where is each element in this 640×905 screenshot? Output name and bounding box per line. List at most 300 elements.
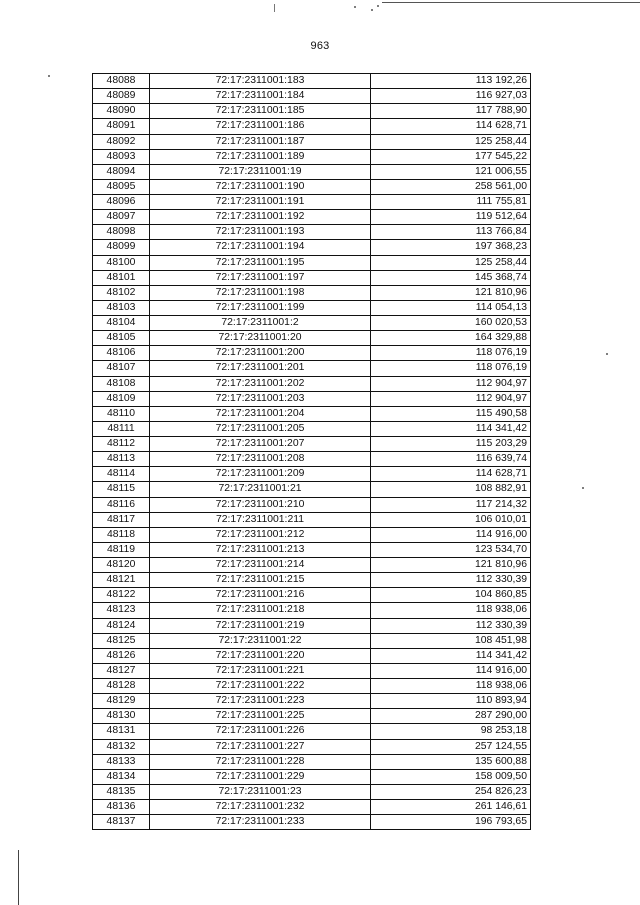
cadastral-number-cell-text: 72:17:2311001:198 — [215, 286, 305, 298]
table-row — [93, 482, 531, 497]
table-row — [93, 89, 531, 104]
cadastral-number-cell-text: 72:17:2311001:213 — [215, 543, 305, 555]
cadastral-value-cell — [371, 724, 531, 739]
row-number-cell-text: 48113 — [106, 453, 136, 465]
cadastral-number-cell-text: 72:17:2311001:216 — [215, 589, 305, 601]
cadastral-number-cell — [150, 527, 371, 542]
cadastral-value-cell-text: 121 810,96 — [474, 286, 527, 298]
cadastral-value-cell-text: 114 628,71 — [475, 120, 527, 132]
cadastral-number-cell — [150, 709, 371, 724]
cadastral-value-cell-text: 112 330,39 — [475, 619, 527, 631]
row-number-cell-text: 48111 — [107, 422, 135, 434]
table-row — [93, 724, 531, 739]
cadastral-number-cell — [150, 724, 371, 739]
cadastral-number-cell — [150, 784, 371, 799]
row-number-cell-text: 48104 — [106, 317, 136, 329]
row-number-cell — [93, 467, 150, 482]
row-number-cell — [93, 663, 150, 678]
cadastral-number-cell-text: 72:17:2311001:210 — [215, 498, 305, 510]
row-number-cell — [93, 331, 150, 346]
cadastral-number-cell-text: 72:17:2311001:203 — [215, 392, 305, 404]
cadastral-number-cell-text: 72:17:2311001:214 — [215, 559, 305, 571]
row-number-cell-text: 48133 — [106, 755, 136, 767]
cadastral-number-cell-text: 72:17:2311001:228 — [215, 755, 305, 767]
cadastral-value-cell-text: 98 253,18 — [480, 725, 527, 737]
cadastral-number-cell — [150, 815, 371, 830]
cadastral-value-cell — [371, 240, 531, 255]
row-number-cell — [93, 482, 150, 497]
cadastral-value-cell-text: 108 451,98 — [474, 634, 527, 646]
cadastral-number-cell-text: 72:17:2311001:187 — [215, 135, 305, 147]
row-number-cell — [93, 376, 150, 391]
cadastral-number-cell — [150, 800, 371, 815]
scan-speck — [48, 75, 50, 77]
row-number-cell-text: 48112 — [106, 438, 136, 450]
cadastral-number-cell-text: 72:17:2311001:202 — [215, 377, 305, 389]
cadastral-number-cell-text: 72:17:2311001:20 — [218, 332, 302, 344]
cadastral-number-cell-text: 72:17:2311001:186 — [215, 120, 305, 132]
cadastral-number-cell — [150, 285, 371, 300]
row-number-cell — [93, 149, 150, 164]
cadastral-value-cell — [371, 119, 531, 134]
row-number-cell-text: 48107 — [106, 362, 136, 374]
cadastral-value-cell — [371, 195, 531, 210]
cadastral-value-cell — [371, 694, 531, 709]
cadastral-value-cell — [371, 739, 531, 754]
table-row — [93, 618, 531, 633]
cadastral-value-cell-text: 287 290,00 — [474, 710, 527, 722]
cadastral-number-cell — [150, 437, 371, 452]
table-row — [93, 739, 531, 754]
cadastral-value-cell-text: 114 916,00 — [475, 664, 527, 676]
cadastral-number-cell-text: 72:17:2311001:222 — [215, 680, 305, 692]
row-number-cell-text: 48124 — [106, 619, 136, 631]
cadastral-number-cell-text: 72:17:2311001:201 — [215, 362, 305, 374]
cadastral-number-cell — [150, 648, 371, 663]
row-number-cell-text: 48105 — [106, 332, 136, 344]
table-row — [93, 709, 531, 724]
cadastral-number-cell-text: 72:17:2311001:207 — [215, 438, 305, 450]
cadastral-number-cell-text: 72:17:2311001:221 — [215, 664, 305, 676]
cadastral-value-cell — [371, 679, 531, 694]
row-number-cell — [93, 361, 150, 376]
cadastral-value-cell-text: 261 146,61 — [474, 801, 527, 813]
cadastral-value-cell-text: 257 124,55 — [474, 740, 527, 752]
row-number-cell — [93, 542, 150, 557]
cadastral-number-cell-text: 72:17:2311001:191 — [215, 196, 305, 208]
row-number-cell — [93, 754, 150, 769]
table-row — [93, 406, 531, 421]
cadastral-value-cell — [371, 452, 531, 467]
cadastral-number-cell — [150, 679, 371, 694]
cadastral-value-cell — [371, 391, 531, 406]
row-number-cell-text: 48089 — [106, 90, 136, 102]
scan-mark — [274, 4, 275, 12]
row-number-cell-text: 48100 — [106, 256, 136, 268]
cadastral-value-cell — [371, 255, 531, 270]
cadastral-number-cell-text: 72:17:2311001:232 — [215, 801, 305, 813]
table-row — [93, 376, 531, 391]
top-scan-rule — [382, 2, 640, 3]
cadastral-number-cell-text: 72:17:2311001:190 — [215, 180, 305, 192]
table-row — [93, 588, 531, 603]
table-row — [93, 497, 531, 512]
cadastral-value-cell — [371, 558, 531, 573]
table-row — [93, 300, 531, 315]
cadastral-number-cell — [150, 240, 371, 255]
table-row — [93, 285, 531, 300]
cadastral-value-cell-text: 113 192,26 — [475, 75, 527, 87]
row-number-cell — [93, 391, 150, 406]
row-number-cell — [93, 316, 150, 331]
row-number-cell-text: 48119 — [106, 543, 136, 555]
row-number-cell-text: 48137 — [106, 816, 136, 828]
row-number-cell-text: 48126 — [106, 649, 136, 661]
cadastral-number-cell — [150, 497, 371, 512]
row-number-cell — [93, 815, 150, 830]
cadastral-number-cell — [150, 633, 371, 648]
cadastral-value-cell-text: 114 341,42 — [475, 422, 527, 434]
table-row — [93, 467, 531, 482]
cadastral-number-cell — [150, 255, 371, 270]
cadastral-value-cell-text: 113 766,84 — [475, 226, 527, 238]
row-number-cell — [93, 240, 150, 255]
row-number-cell-text: 48109 — [106, 392, 136, 404]
cadastral-value-cell — [371, 815, 531, 830]
table-row — [93, 633, 531, 648]
row-number-cell — [93, 527, 150, 542]
table-row — [93, 421, 531, 436]
page-number: 963 — [310, 40, 330, 52]
cadastral-value-cell-text: 110 893,94 — [475, 695, 527, 707]
cadastral-number-cell-text: 72:17:2311001:208 — [215, 453, 305, 465]
row-number-cell — [93, 603, 150, 618]
cadastral-number-cell — [150, 663, 371, 678]
cadastral-value-cell-text: 158 009,50 — [474, 770, 527, 782]
cadastral-number-cell-text: 72:17:2311001:197 — [215, 271, 305, 283]
cadastral-value-cell-text: 112 904,97 — [475, 377, 527, 389]
cadastral-number-cell-text: 72:17:2311001:205 — [215, 422, 305, 434]
cadastral-value-cell-text: 145 368,74 — [474, 271, 527, 283]
cadastral-number-cell-text: 72:17:2311001:215 — [215, 574, 305, 586]
cadastral-value-cell-text: 121 810,96 — [474, 559, 527, 571]
cadastral-number-cell — [150, 406, 371, 421]
cadastral-value-cell-text: 118 938,06 — [475, 680, 527, 692]
row-number-cell — [93, 784, 150, 799]
table-row — [93, 149, 531, 164]
cadastral-number-cell — [150, 391, 371, 406]
scan-speck — [377, 5, 379, 7]
scan-speck — [582, 487, 584, 489]
cadastral-number-cell-text: 72:17:2311001:23 — [218, 785, 302, 797]
table-row — [93, 800, 531, 815]
cadastral-number-cell — [150, 694, 371, 709]
row-number-cell — [93, 406, 150, 421]
cadastral-value-cell — [371, 406, 531, 421]
row-number-cell — [93, 119, 150, 134]
cadastral-value-cell — [371, 270, 531, 285]
table-row — [93, 255, 531, 270]
table-row — [93, 558, 531, 573]
row-number-cell — [93, 225, 150, 240]
cadastral-value-cell-text: 116 927,03 — [475, 90, 527, 102]
row-number-cell — [93, 558, 150, 573]
cadastral-number-cell — [150, 179, 371, 194]
cadastral-value-cell — [371, 754, 531, 769]
row-number-cell-text: 48136 — [106, 801, 136, 813]
table-row — [93, 195, 531, 210]
row-number-cell — [93, 195, 150, 210]
cadastral-value-cell — [371, 149, 531, 164]
row-number-cell — [93, 164, 150, 179]
cadastral-value-cell — [371, 225, 531, 240]
cadastral-number-cell-text: 72:17:2311001:219 — [215, 619, 305, 631]
cadastral-number-cell — [150, 482, 371, 497]
cadastral-number-cell — [150, 134, 371, 149]
cadastral-value-cell — [371, 618, 531, 633]
cadastral-number-cell-text: 72:17:2311001:22 — [218, 634, 302, 646]
cadastral-number-cell — [150, 558, 371, 573]
cadastral-number-cell — [150, 573, 371, 588]
cadastral-number-cell — [150, 603, 371, 618]
cadastral-value-cell-text: 114 341,42 — [475, 649, 527, 661]
row-number-cell-text: 48095 — [106, 180, 136, 192]
cadastral-value-cell — [371, 542, 531, 557]
row-number-cell-text: 48088 — [106, 75, 136, 87]
margin-line — [18, 850, 19, 905]
table-row — [93, 179, 531, 194]
row-number-cell — [93, 104, 150, 119]
row-number-cell — [93, 74, 150, 89]
table-row — [93, 361, 531, 376]
table-row — [93, 694, 531, 709]
cadastral-number-cell-text: 72:17:2311001:223 — [215, 695, 305, 707]
cadastral-value-cell — [371, 709, 531, 724]
cadastral-value-cell — [371, 648, 531, 663]
cadastral-number-cell — [150, 119, 371, 134]
table-row — [93, 679, 531, 694]
cadastral-number-cell-text: 72:17:2311001:189 — [215, 150, 305, 162]
row-number-cell-text: 48098 — [106, 226, 136, 238]
cadastral-value-cell — [371, 527, 531, 542]
cadastral-value-cell-text: 160 020,53 — [474, 317, 527, 329]
cadastral-value-cell-text: 121 006,55 — [474, 165, 527, 177]
row-number-cell-text: 48125 — [106, 634, 136, 646]
row-number-cell-text: 48101 — [106, 271, 136, 283]
row-number-cell-text: 48127 — [106, 664, 136, 676]
cadastral-number-cell — [150, 331, 371, 346]
row-number-cell-text: 48135 — [106, 785, 136, 797]
cadastral-value-cell-text: 117 214,32 — [475, 498, 527, 510]
table-row — [93, 769, 531, 784]
cadastral-value-cell — [371, 164, 531, 179]
row-number-cell-text: 48117 — [106, 513, 136, 525]
cadastral-number-cell — [150, 195, 371, 210]
cadastral-number-cell — [150, 452, 371, 467]
cadastral-number-cell — [150, 149, 371, 164]
row-number-cell-text: 48102 — [106, 286, 136, 298]
cadastral-value-cell — [371, 437, 531, 452]
cadastral-value-cell-text: 125 258,44 — [474, 135, 527, 147]
cadastral-number-cell-text: 72:17:2311001:19 — [218, 165, 302, 177]
cadastral-value-cell-text: 258 561,00 — [474, 180, 527, 192]
cadastral-value-cell-text: 196 793,65 — [474, 816, 527, 828]
row-number-cell-text: 48134 — [106, 770, 136, 782]
cadastral-value-cell — [371, 346, 531, 361]
row-number-cell — [93, 679, 150, 694]
cadastral-value-cell-text: 164 329,88 — [474, 332, 527, 344]
row-number-cell-text: 48130 — [106, 710, 136, 722]
table-row — [93, 104, 531, 119]
cadastral-number-cell-text: 72:17:2311001:184 — [215, 90, 305, 102]
cadastral-number-cell-text: 72:17:2311001:199 — [215, 301, 305, 313]
table-row — [93, 784, 531, 799]
table-row — [93, 754, 531, 769]
row-number-cell-text: 48103 — [106, 301, 136, 313]
cadastral-number-cell-text: 72:17:2311001:233 — [215, 816, 305, 828]
cadastral-value-cell-text: 112 330,39 — [475, 574, 527, 586]
cadastral-number-cell — [150, 270, 371, 285]
cadastral-number-cell — [150, 316, 371, 331]
row-number-cell — [93, 134, 150, 149]
cadastral-number-cell-text: 72:17:2311001:21 — [218, 483, 302, 495]
cadastral-value-cell — [371, 421, 531, 436]
row-number-cell — [93, 694, 150, 709]
cadastral-value-cell — [371, 300, 531, 315]
row-number-cell — [93, 346, 150, 361]
row-number-cell-text: 48121 — [106, 574, 136, 586]
row-number-cell — [93, 437, 150, 452]
table-row — [93, 210, 531, 225]
cadastral-value-cell — [371, 316, 531, 331]
table-row — [93, 663, 531, 678]
cadastral-value-cell-text: 119 512,64 — [475, 211, 527, 223]
table-row — [93, 391, 531, 406]
cadastral-value-cell-text: 115 203,29 — [475, 438, 527, 450]
cadastral-number-cell — [150, 467, 371, 482]
row-number-cell-text: 48116 — [106, 498, 136, 510]
cadastral-number-cell-text: 72:17:2311001:227 — [215, 740, 305, 752]
cadastral-value-cell-text: 177 545,22 — [474, 150, 527, 162]
cadastral-value-cell — [371, 134, 531, 149]
row-number-cell-text: 48094 — [106, 165, 136, 177]
cadastral-number-cell-text: 72:17:2311001:185 — [215, 105, 305, 117]
cadastral-value-cell-text: 112 904,97 — [475, 392, 527, 404]
row-number-cell — [93, 739, 150, 754]
cadastral-value-cell — [371, 512, 531, 527]
table-row — [93, 119, 531, 134]
cadastral-value-cell — [371, 573, 531, 588]
row-number-cell — [93, 648, 150, 663]
row-number-cell — [93, 573, 150, 588]
cadastral-number-cell — [150, 588, 371, 603]
cadastral-number-cell-text: 72:17:2311001:211 — [215, 513, 305, 525]
cadastral-value-cell — [371, 210, 531, 225]
cadastral-value-cell-text: 123 534,70 — [474, 543, 527, 555]
cadastral-value-cell — [371, 784, 531, 799]
cadastral-value-cell-text: 118 076,19 — [475, 362, 527, 374]
row-number-cell-text: 48118 — [106, 528, 136, 540]
table-row — [93, 542, 531, 557]
cadastral-value-table — [92, 73, 531, 830]
cadastral-number-cell — [150, 74, 371, 89]
cadastral-number-cell-text: 72:17:2311001:195 — [215, 256, 305, 268]
row-number-cell — [93, 89, 150, 104]
table-row — [93, 240, 531, 255]
row-number-cell — [93, 452, 150, 467]
row-number-cell-text: 48122 — [106, 589, 136, 601]
row-number-cell-text: 48091 — [106, 120, 136, 132]
cadastral-value-cell — [371, 179, 531, 194]
cadastral-value-cell-text: 197 368,23 — [474, 241, 527, 253]
row-number-cell-text: 48106 — [106, 347, 136, 359]
row-number-cell-text: 48108 — [106, 377, 136, 389]
cadastral-value-cell — [371, 361, 531, 376]
cadastral-number-cell — [150, 754, 371, 769]
row-number-cell-text: 48129 — [106, 695, 136, 707]
cadastral-number-cell-text: 72:17:2311001:218 — [215, 604, 305, 616]
cadastral-value-cell — [371, 376, 531, 391]
cadastral-number-cell — [150, 89, 371, 104]
cadastral-number-cell-text: 72:17:2311001:225 — [215, 710, 305, 722]
cadastral-value-cell — [371, 467, 531, 482]
row-number-cell-text: 48115 — [106, 483, 136, 495]
row-number-cell — [93, 709, 150, 724]
cadastral-value-cell — [371, 603, 531, 618]
cadastral-number-cell-text: 72:17:2311001:200 — [215, 347, 305, 359]
table-row — [93, 74, 531, 89]
cadastral-value-cell-text: 116 639,74 — [475, 453, 527, 465]
cadastral-value-cell — [371, 482, 531, 497]
row-number-cell — [93, 724, 150, 739]
cadastral-value-cell — [371, 663, 531, 678]
table-row — [93, 164, 531, 179]
table-body — [93, 74, 531, 830]
cadastral-value-cell-text: 118 938,06 — [475, 604, 527, 616]
cadastral-value-cell-text: 108 882,91 — [474, 483, 527, 495]
row-number-cell — [93, 270, 150, 285]
cadastral-number-cell — [150, 361, 371, 376]
row-number-cell — [93, 300, 150, 315]
row-number-cell-text: 48131 — [106, 725, 136, 737]
cadastral-value-cell-text: 114 628,71 — [475, 468, 527, 480]
row-number-cell — [93, 633, 150, 648]
cadastral-number-cell-text: 72:17:2311001:192 — [215, 211, 305, 223]
cadastral-number-cell — [150, 225, 371, 240]
cadastral-number-cell-text: 72:17:2311001:194 — [215, 241, 305, 253]
cadastral-number-cell — [150, 164, 371, 179]
row-number-cell-text: 48114 — [106, 468, 136, 480]
cadastral-value-cell — [371, 331, 531, 346]
cadastral-number-cell — [150, 739, 371, 754]
table-row — [93, 573, 531, 588]
row-number-cell-text: 48099 — [106, 241, 136, 253]
row-number-cell-text: 48128 — [106, 680, 136, 692]
row-number-cell — [93, 512, 150, 527]
cadastral-number-cell-text: 72:17:2311001:209 — [215, 468, 305, 480]
table-row — [93, 316, 531, 331]
cadastral-value-cell-text: 117 788,90 — [475, 105, 527, 117]
cadastral-value-cell — [371, 104, 531, 119]
row-number-cell — [93, 800, 150, 815]
cadastral-number-cell — [150, 421, 371, 436]
table-row — [93, 134, 531, 149]
row-number-cell-text: 48093 — [106, 150, 136, 162]
row-number-cell — [93, 285, 150, 300]
row-number-cell — [93, 497, 150, 512]
row-number-cell — [93, 588, 150, 603]
cadastral-number-cell — [150, 300, 371, 315]
